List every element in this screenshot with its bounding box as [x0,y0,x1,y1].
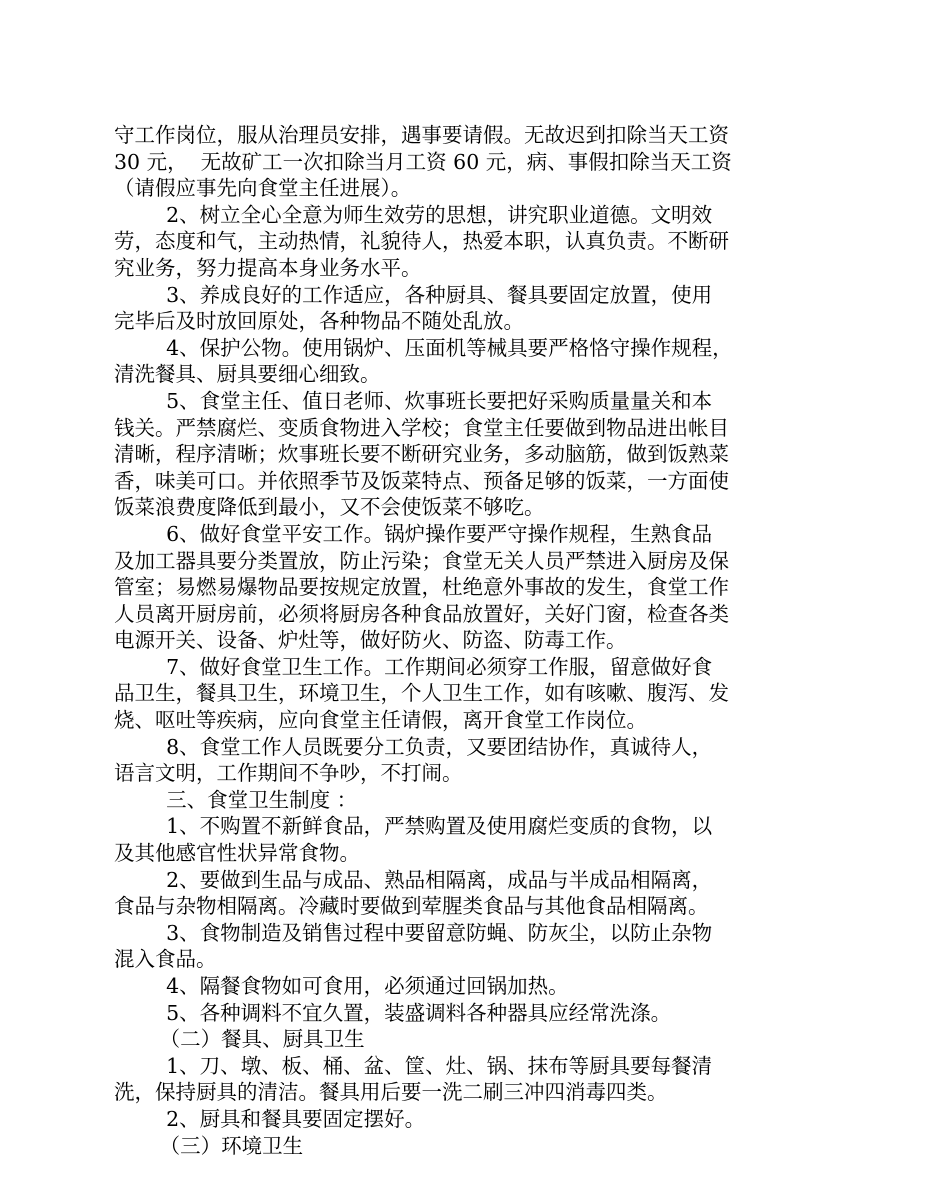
text-line: 管室；易燃易爆物品要按规定放置，杜绝意外事故的发生，食堂工作 [114,575,729,600]
text-line: 4、保护公物。使用锅炉、压面机等械具要严格恪守操作规程， [114,335,733,360]
text-line: 4、隔餐食物如可食用，必须通过回锅加热。 [114,974,569,998]
text-line: 2、厨具和餐具要固定摆好。 [114,1106,426,1131]
text-line: 清洗餐具、厨具要细心细致。 [114,362,381,387]
text-line: 混入食品。 [114,947,217,972]
text-line: 劳，态度和气，主动热情，礼貌待人，热爱本职，认真负责。不断研 [114,229,729,254]
section-heading: （二）餐具、厨具卫生 [114,1027,365,1052]
text-line: 30 元， 无故矿工一次扣除当月工资 60 元，病、事假扣除当天工资 [114,149,732,174]
text-line: 及加工器具要分类置放，防止污染；食堂无关人员严禁进入厨房及保 [114,548,729,573]
section-heading: 三、食堂卫生制度 ： [114,787,358,812]
text-line: 饭菜浪费度降低到最小，又不会使饭菜不够吃。 [114,495,545,520]
text-line: 5、食堂主任、值日老师、炊事班长要把好采购质量量关和本 [114,388,713,413]
text-line: 洗，保持厨具的清洁。餐具用后要一洗二刷三冲四消毒四类。 [114,1080,668,1105]
text-line: 食品与杂物相隔离。冷藏时要做到荤腥类食品与其他食品相隔离。 [114,894,709,919]
text-line: 2、树立全心全意为师生效劳的思想，讲究职业道德。文明效 [114,202,713,227]
text-line: 及其他感官性状异常食物。 [114,841,360,866]
text-line: 烧、呕吐等疾病，应向食堂主任请假，离开食堂工作岗位。 [114,708,647,733]
text-line: 人员离开厨房前，必须将厨房各种食品放置好，关好门窗，检查各类 [114,601,729,626]
text-line: 1、不购置不新鲜食品，严禁购置及使用腐烂变质的食物，以 [114,814,713,839]
text-line: 守工作岗位，服从治理员安排，遇事要请假。无故迟到扣除当天工资 [114,123,729,147]
text-line: （请假应事先向食堂主任进展）。 [114,176,412,201]
text-line: 电源开关、设备、炉灶等，做好防火、防盗、防毒工作。 [114,628,627,653]
text-line: 完毕后及时放回原处，各种物品不随处乱放。 [114,309,524,334]
text-line: 5、各种调料不宜久置，装盛调料各种器具应经常洗涤。 [114,1000,672,1025]
text-line: 6、做好食堂平安工作。锅炉操作要严守操作规程，生熟食品 [114,521,713,546]
text-line: 1、刀、墩、板、桶、盆、筐、灶、锅、抹布等厨具要每餐清 [114,1053,713,1078]
text-line: 3、养成良好的工作适应，各种厨具、餐具要固定放置，使用 [114,282,713,307]
text-line: 香，味美可口。并依照季节及饭菜特点、预备足够的饭菜，一方面使 [114,468,729,493]
text-line: 清晰，程序清晰；炊事班长要不断研究业务，多动脑筋，做到饭熟菜 [114,442,729,467]
text-line: 语言文明，工作期间不争吵，不打闹。 [114,761,463,786]
text-line: 8、食堂工作人员既要分工负责，又要团结协作，真诚待人， [114,734,713,759]
text-line: 钱关。严禁腐烂、变质食物进入学校；食堂主任要做到物品进出帐目 [114,415,729,440]
text-line: 究业务，努力提高本身业务水平。 [114,255,422,280]
section-heading: （三）环境卫生 [114,1133,304,1158]
document-body [114,122,838,1159]
text-line: 3、食物制造及销售过程中要留意防蝇、防灰尘，以防止杂物 [114,920,713,945]
text-line: 2、要做到生品与成品、熟品相隔离，成品与半成品相隔离， [114,867,713,892]
text-line: 7、做好食堂卫生工作。工作期间必须穿工作服，留意做好食 [114,654,713,679]
text-line: 品卫生，餐具卫生，环境卫生，个人卫生工作，如有咳嗽、腹泻、发 [114,681,729,706]
